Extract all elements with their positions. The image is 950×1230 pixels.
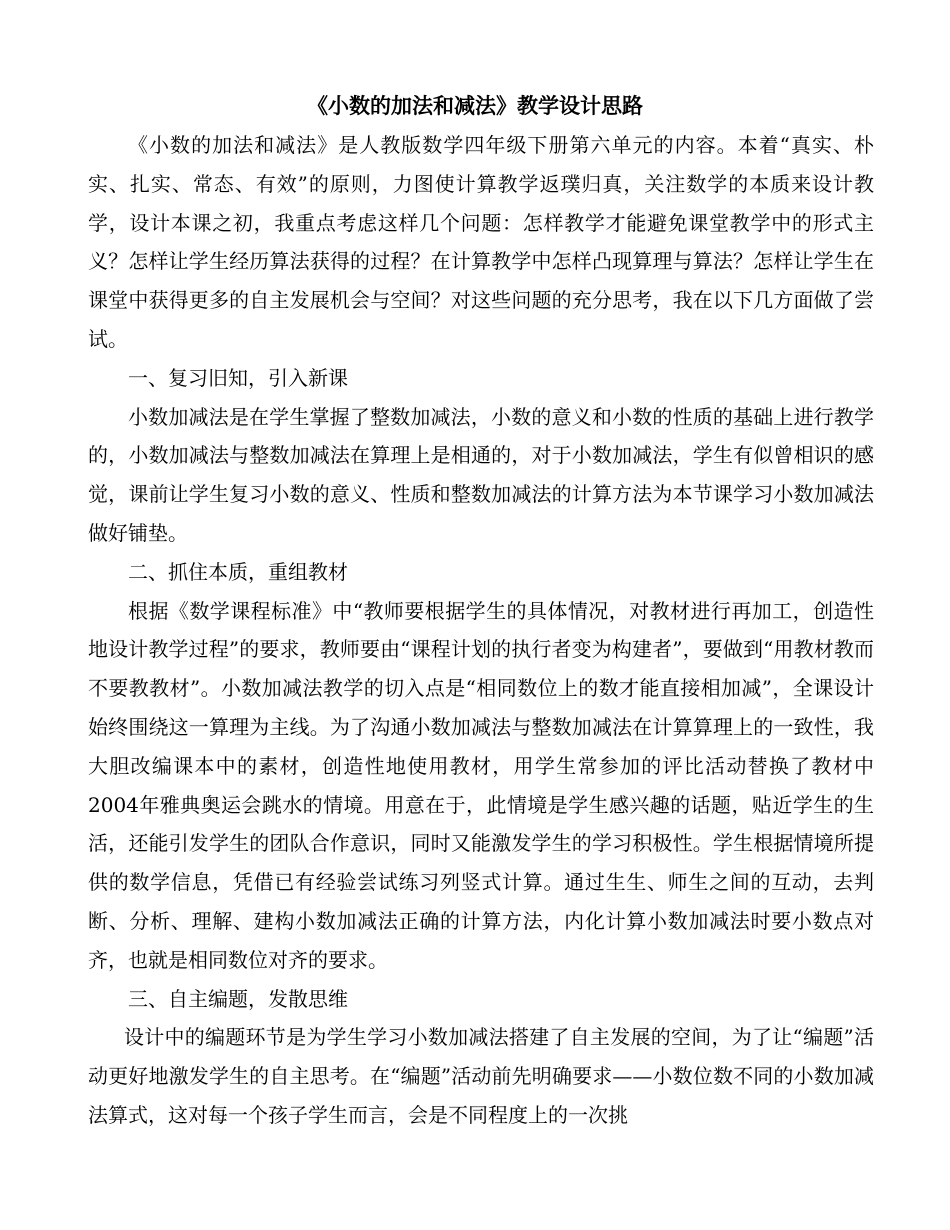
section-heading-3: 三、自主编题，发散思维 — [128, 986, 348, 1011]
section-1-paragraph: 小数加减法是在学生掌握了整数加减法，小数的意义和小数的性质的基础上进行教学的，小数加减法与整数加减法在算理上是相通的，对于小数加减法，学生有似曾相识的感觉，课前让学生复习小数的意义、性质和整数加减法的计算方法为本节课学习小数加减法做好铺垫。 — [88, 404, 874, 545]
section-heading-1: 一、复习旧知，引入新课 — [128, 365, 348, 390]
section-heading-2: 二、抓住本质，重组教材 — [128, 559, 348, 584]
section-3-paragraph: 设计中的编题环节是为学生学习小数加减法搭建了自主发展的空间，为了让“编题”活动更好地激发学生的自主思考。在“编题”活动前先明确要求——小数位数不同的小数加减法算式，这对每一个孩子学生而言，会是不同程度上的一次挑 — [88, 1025, 874, 1127]
intro-paragraph: 《小数的加法和减法》是人教版数学四年级下册第六单元的内容。本着“真实、朴实、扎实、常态、有效”的原则，力图使计算教学返璞归真，关注数学的本质来设计教学，设计本课之初，我重点考虑这样几个问题：怎样教学才能避免课堂教学中的形式主义？怎样让学生经历算法获得的过程？在计算教学中怎样凸现算理与算法？怎样让学生在课堂中获得更多的自主发展机会与空间？对这些问题的充分思考，我在以下几方面做了尝试。 — [88, 133, 874, 351]
section-2-paragraph: 根据《数学课程标准》中“教师要根据学生的具体情况，对教材进行再加工，创造性地设计教学过程”的要求，教师要由“课程计划的执行者变为构建者”，要做到“用教材教而不要教教材”。小数加减法教学的切入点是“相同数位上的数才能直接相加减”，全课设计始终围绕这一算理为主线。为了沟通小数加减法与整数加减法在计算算理上的一致性，我大胆改编课本中的素材，创造性地使用教材，用学生常参加的评比活动替换了教材中2004年雅典奥运会跳水的情境。用意在于，此情境是学生感兴趣的话题，贴近学生的生活，还能引发学生的团队合作意识，同时又能激发学生的学习积极性。学生根据情境所提供的数学信息，凭借已有经验尝试练习列竖式计算。通过生生、师生之间的互动，去判断、分析、理解、建构小数加减法正确的计算方法，内化计算小数加减法时要小数点对齐，也就是相同数位对齐的要求。 — [88, 598, 874, 972]
document-body — [88, 126, 874, 1135]
document-title: 《小数的加法和减法》教学设计思路 — [307, 93, 643, 118]
